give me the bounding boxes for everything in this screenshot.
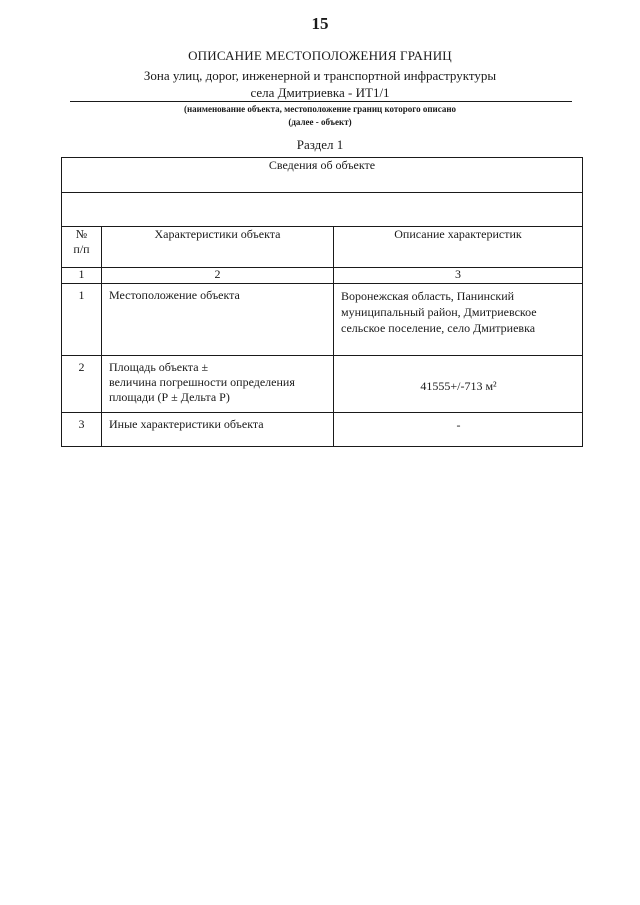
row-description: - bbox=[334, 413, 583, 447]
object-info-table bbox=[61, 157, 583, 447]
object-name bbox=[0, 67, 640, 101]
table-title-row bbox=[62, 158, 583, 193]
row-description bbox=[334, 284, 583, 356]
table-row bbox=[62, 356, 583, 413]
page-number: 15 bbox=[311, 14, 329, 33]
table-title: Сведения об объекте bbox=[62, 158, 583, 193]
section-label: Раздел 1 bbox=[296, 137, 344, 152]
characteristic-line: Местоположение объекта bbox=[109, 288, 240, 302]
row-description: 41555+/-713 м² bbox=[334, 356, 583, 413]
document-title: ОПИСАНИЕ МЕСТОПОЛОЖЕНИЯ ГРАНИЦ bbox=[188, 48, 452, 63]
characteristic-line: Иные характеристики объекта bbox=[109, 417, 264, 431]
table-header-row bbox=[62, 227, 583, 268]
row-number: 1 bbox=[62, 284, 102, 356]
column-index-3: 3 bbox=[334, 268, 583, 284]
column-index-2: 2 bbox=[102, 268, 334, 284]
description-line: муниципальный район, Дмитриевское bbox=[341, 305, 537, 319]
characteristic-line: площади (Р ± Дельта Р) bbox=[109, 390, 230, 404]
header-num-line-1: № bbox=[75, 227, 88, 241]
object-name-line-2: села Дмитриевка - ИТ1/1 bbox=[250, 85, 390, 100]
row-number: 3 bbox=[62, 413, 102, 447]
table-empty-row bbox=[62, 193, 583, 227]
caption-line-2: (далее - объект) bbox=[288, 117, 352, 127]
caption-line-1: (наименование объекта, местоположение границ которого описано bbox=[183, 104, 457, 114]
header-description: Описание характеристик bbox=[334, 227, 583, 268]
row-number: 2 bbox=[62, 356, 102, 413]
table-row bbox=[62, 413, 583, 447]
object-name-underline bbox=[70, 101, 572, 102]
row-characteristic bbox=[102, 356, 334, 413]
column-index-1: 1 bbox=[62, 268, 102, 284]
column-index-row bbox=[62, 268, 583, 284]
object-name-line-1: Зона улиц, дорог, инженерной и транспортной инфраструктуры bbox=[143, 68, 497, 83]
description-line: Воронежская область, Панинский bbox=[341, 289, 515, 303]
header-num bbox=[62, 227, 102, 268]
empty-cell bbox=[62, 193, 583, 227]
table-row bbox=[62, 284, 583, 356]
row-characteristic bbox=[102, 413, 334, 447]
row-characteristic bbox=[102, 284, 334, 356]
characteristic-line: Площадь объекта ± bbox=[109, 360, 209, 374]
object-name-caption bbox=[0, 103, 640, 129]
description-line: сельское поселение, село Дмитриевка bbox=[341, 321, 536, 335]
header-characteristics: Характеристики объекта bbox=[102, 227, 334, 268]
header-num-line-2: п/п bbox=[73, 242, 90, 256]
characteristic-line: величина погрешности определения bbox=[109, 375, 295, 389]
